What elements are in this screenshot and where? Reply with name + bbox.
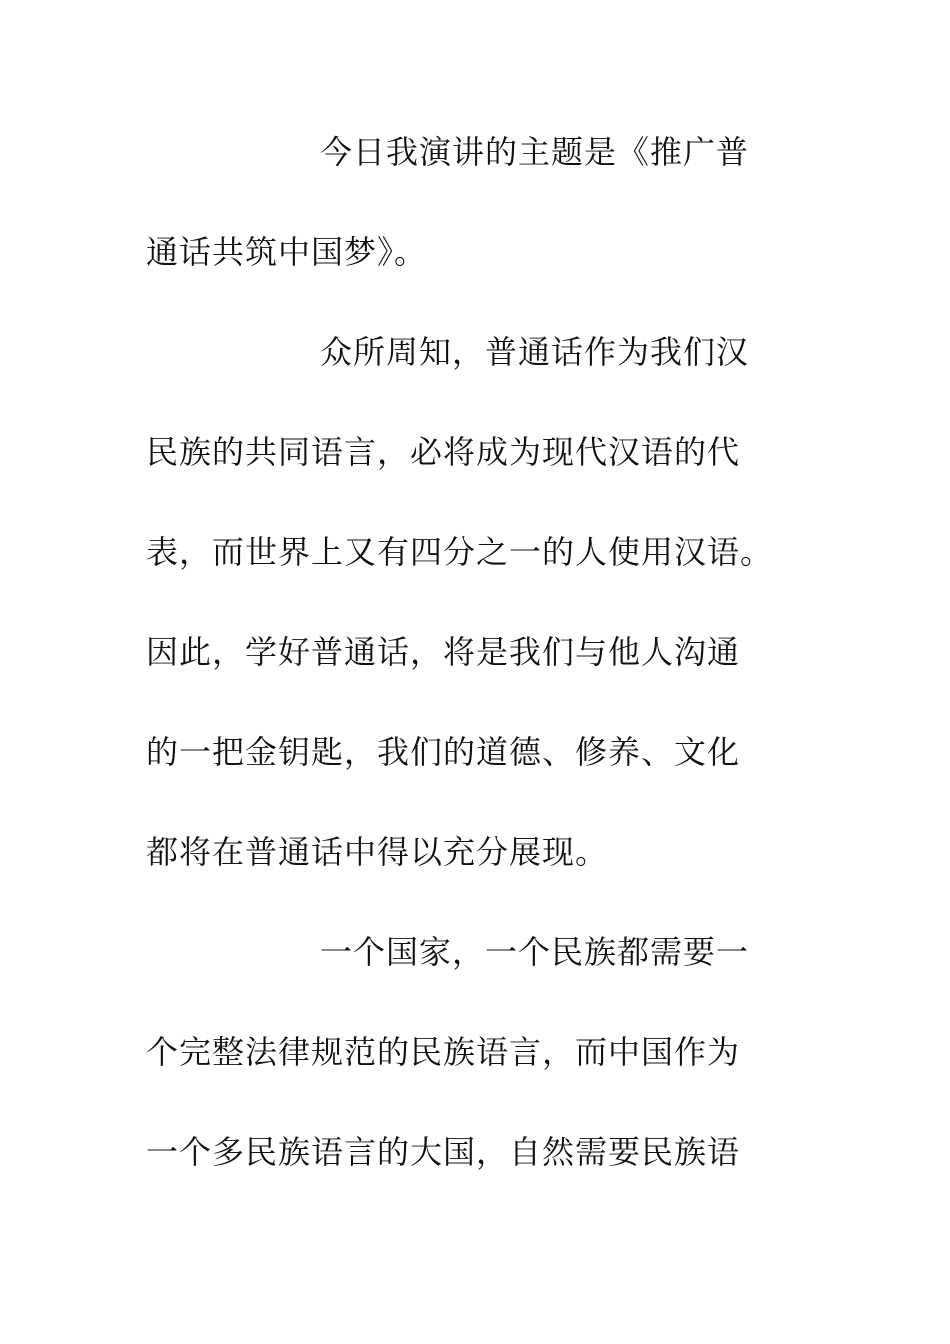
text-line-6: 因此，学好普通话，将是我们与他人沟通 bbox=[146, 633, 741, 671]
text-line-5: 表，而世界上又有四分之一的人使用汉语。 bbox=[146, 533, 774, 571]
text-line-4: 民族的共同语言，必将成为现代汉语的代 bbox=[146, 433, 741, 471]
text-line-10: 个完整法律规范的民族语言，而中国作为 bbox=[146, 1033, 741, 1071]
text-line-8: 都将在普通话中得以充分展现。 bbox=[146, 833, 609, 871]
text-line-11: 一个多民族语言的大国，自然需要民族语 bbox=[146, 1133, 741, 1171]
text-line-2: 通话共筑中国梦》。 bbox=[146, 233, 428, 271]
text-line-7: 的一把金钥匙，我们的道德、修养、文化 bbox=[146, 733, 741, 771]
text-line-1: 今日我演讲的主题是《推广普 bbox=[320, 133, 750, 171]
text-line-3: 众所周知，普通话作为我们汉 bbox=[320, 333, 750, 371]
text-line-9: 一个国家，一个民族都需要一 bbox=[320, 933, 750, 971]
